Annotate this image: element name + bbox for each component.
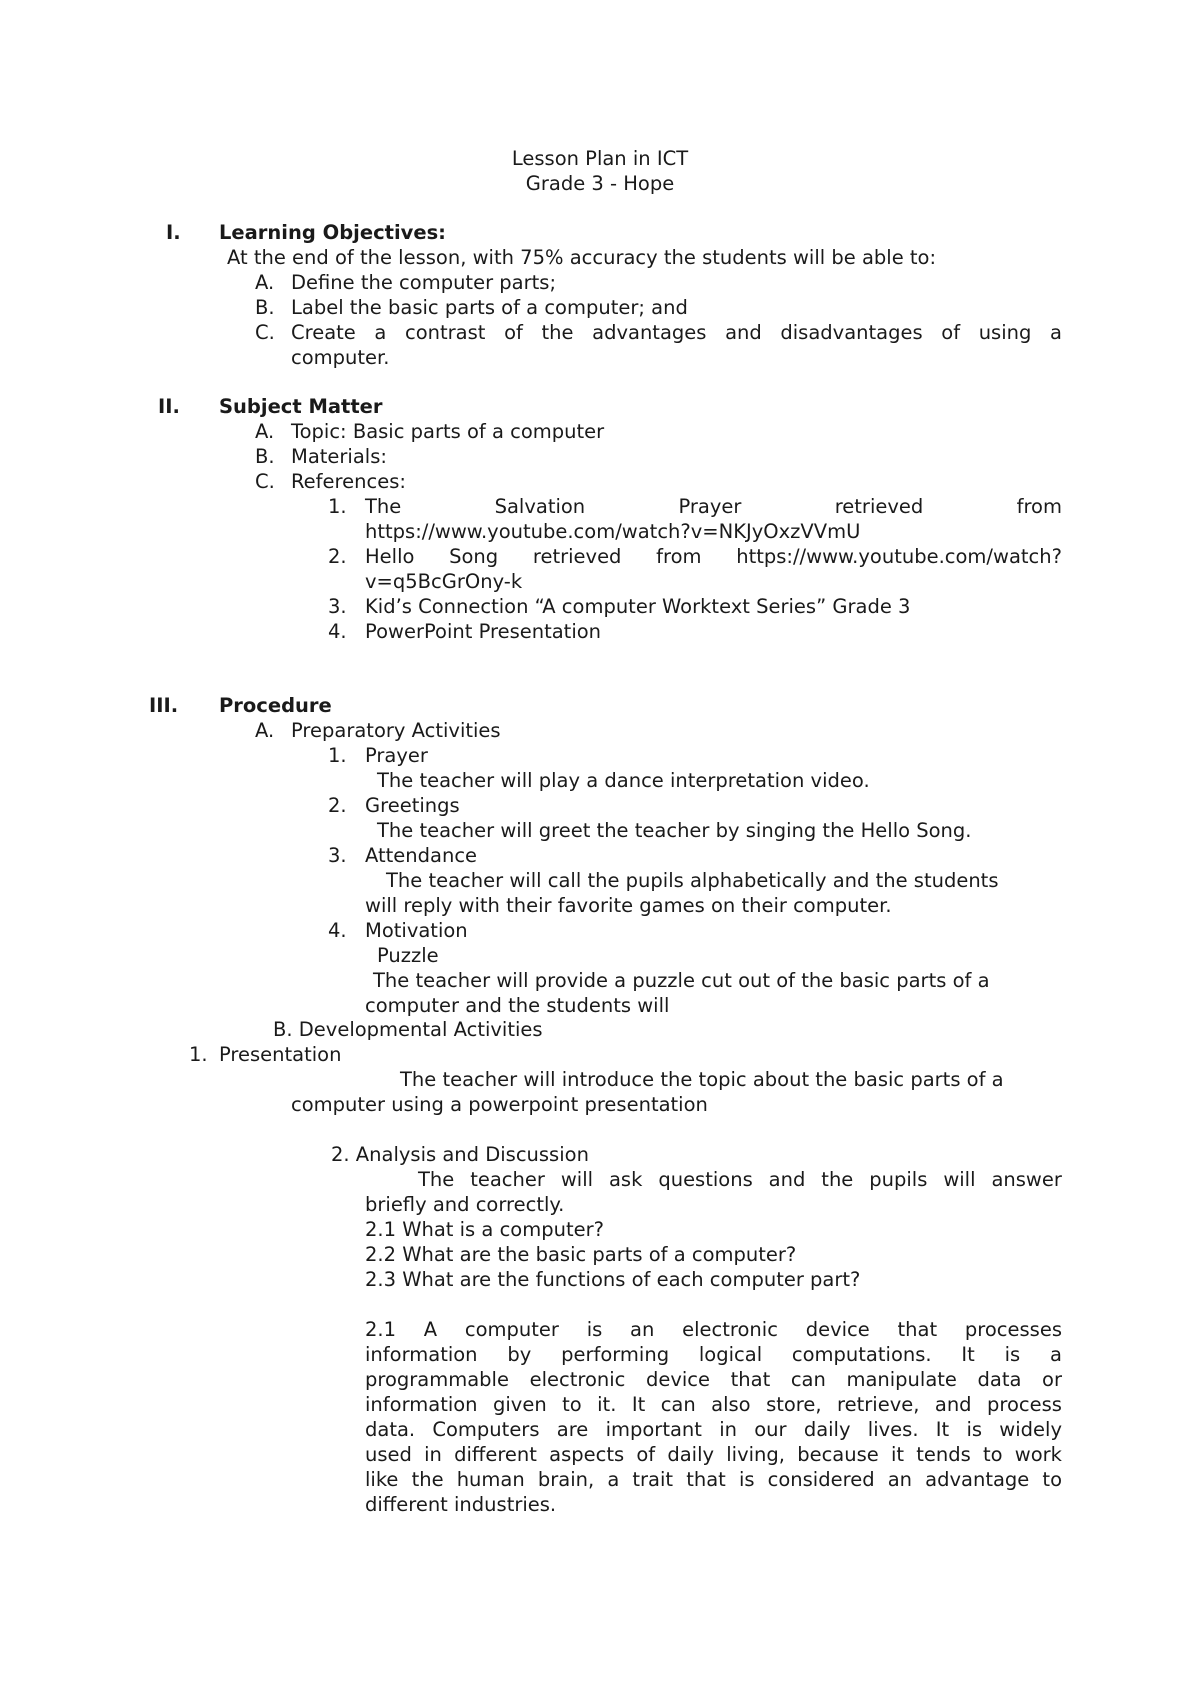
word: widely [999,1418,1062,1441]
word: It [961,1343,975,1366]
answer-line [365,1392,1062,1417]
word: an [887,1468,913,1491]
word: answer [991,1168,1062,1191]
activity-marker: 4. [328,919,347,942]
word: important [605,1418,702,1441]
word: will [560,1168,594,1191]
word: ask [608,1168,643,1191]
reference-marker: 1. [328,495,347,518]
word: device [805,1318,870,1341]
activity-title: Greetings [365,794,460,817]
objective-marker: A. [255,271,275,294]
word: in [424,1443,442,1466]
section-1-number: I. [166,221,181,244]
section-3-title: Procedure [219,694,332,717]
word: the [541,321,574,344]
answer-line: different industries. [365,1493,557,1516]
word: aspects [549,1443,625,1466]
word: https://www.youtube.com/watch? [736,545,1062,568]
word: 2.1 [365,1318,397,1341]
word: retrieve, [837,1393,920,1416]
word: advantages [592,321,707,344]
word: A [423,1318,438,1341]
activity-description: The teacher will greet the teacher by singing the Hello Song. [377,819,972,842]
subject-marker: B. [255,445,275,468]
section-2-number: II. [158,395,180,418]
activity-subtitle: Puzzle [377,944,439,967]
word: The [365,495,402,518]
word: of [636,1443,656,1466]
analysis-description: briefly and correctly. [365,1193,565,1216]
word: retrieved [834,495,924,518]
word: Prayer [678,495,742,518]
word: teacher [470,1168,545,1191]
reference-text: PowerPoint Presentation [365,620,602,643]
objectives-intro: At the end of the lesson, with 75% accuracy the students will be able to: [227,246,937,269]
word: daily [667,1443,715,1466]
word: is [586,1318,603,1341]
word: to [982,1443,1003,1466]
word: a [607,1468,620,1491]
activity-marker: 2. [328,794,347,817]
answer-line [365,1367,1062,1392]
word: of [941,321,961,344]
reference-text: Kid’s Connection “A computer Worktext Series” Grade 3 [365,595,911,618]
word: retrieved [532,545,622,568]
presentation-marker: 1. [189,1043,208,1066]
question: 2.3 What are the functions of each computer part? [365,1268,861,1291]
word: will [943,1168,976,1191]
word: questions [658,1168,753,1191]
word: data [977,1368,1022,1391]
reference-marker: 2. [328,545,347,568]
section-3-number: III. [149,694,179,717]
word: can [790,1368,826,1391]
word: it [890,1443,905,1466]
word: is [1004,1343,1021,1366]
word: that [897,1318,938,1341]
word: different [454,1443,537,1466]
word: daily [803,1418,851,1441]
section-2-title: Subject Matter [219,395,383,418]
objective-text [291,320,1062,345]
activity-description: The teacher will provide a puzzle cut out of the basic parts of a [373,969,990,992]
reference-text [365,544,1062,569]
page-title: Lesson Plan in ICT [511,147,689,170]
word: tends [916,1443,971,1466]
word: considered [767,1468,875,1491]
word: information [365,1393,478,1416]
word: a [1049,1343,1062,1366]
word: It [631,1393,646,1416]
presentation-description: The teacher will introduce the topic about the basic parts of a [400,1068,1004,1091]
word: an [630,1318,655,1341]
word: process [987,1393,1062,1416]
word: The [418,1168,455,1191]
word: from [656,545,702,568]
word: to [562,1393,582,1416]
answer-line [365,1317,1062,1342]
objective-marker: C. [255,321,275,344]
word: data. [365,1418,416,1441]
reference-marker: 3. [328,595,347,618]
subject-marker: C. [255,470,275,493]
word: given [492,1393,547,1416]
developmental-heading: B. Developmental Activities [273,1018,543,1041]
word: performing [561,1343,670,1366]
word: and [725,321,762,344]
word: that [686,1468,726,1491]
word: using [978,321,1032,344]
procedure-marker: A. [255,719,275,742]
word: store, [766,1393,822,1416]
section-1-title: Learning Objectives: [219,221,446,244]
word: Song [449,545,499,568]
word: computations. [791,1343,932,1366]
word: It [935,1418,950,1441]
word: trait [632,1468,674,1491]
word: can [660,1393,696,1416]
word: Create [291,321,356,344]
word: a [1050,321,1062,344]
presentation-title: Presentation [219,1043,342,1066]
answer-line [365,1342,1062,1367]
objective-text-cont: computer. [291,346,390,369]
answer-line [365,1417,1062,1442]
activity-title: Attendance [365,844,478,867]
subject-marker: A. [255,420,275,443]
word: or [1042,1368,1062,1391]
activity-description: The teacher will play a dance interpretation video. [377,769,870,792]
analysis-description [418,1167,1062,1192]
word: that [730,1368,771,1391]
word: human [456,1468,525,1491]
activity-description: computer and the students will [365,994,670,1017]
word: Computers [432,1418,540,1441]
word: programmable [365,1368,509,1391]
answer-line [365,1442,1062,1467]
word: is [738,1468,755,1491]
word: the [821,1168,854,1191]
reference-text [365,494,1062,519]
word: because [797,1443,879,1466]
word: and [934,1393,972,1416]
word: Salvation [494,495,586,518]
word: from [1016,495,1062,518]
activity-title: Prayer [365,744,428,767]
activity-description: will reply with their favorite games on their computer. [365,894,892,917]
word: the [411,1468,444,1491]
word: are [556,1418,589,1441]
word: advantage [925,1468,1030,1491]
word: Hello [365,545,415,568]
word: lives. [867,1418,919,1441]
word: by [507,1343,532,1366]
question: 2.2 What are the basic parts of a computer? [365,1243,797,1266]
word: information [365,1343,478,1366]
activity-marker: 1. [328,744,347,767]
word: computer [464,1318,559,1341]
word: used [365,1443,412,1466]
objective-text: Label the basic parts of a computer; and [291,296,688,319]
word: our [754,1418,787,1441]
activity-title: Motivation [365,919,468,942]
word: disadvantages [780,321,923,344]
activity-description: The teacher will call the pupils alphabetically and the students [386,869,999,892]
subject-text: References: [291,470,406,493]
answer-line [365,1467,1062,1492]
word: in [719,1418,737,1441]
word: electronic [529,1368,626,1391]
question: 2.1 What is a computer? [365,1218,604,1241]
word: device [645,1368,711,1391]
word: electronic [682,1318,778,1341]
objective-marker: B. [255,296,275,319]
reference-marker: 4. [328,620,347,643]
subject-text: Materials: [291,445,387,468]
objective-text: Define the computer parts; [291,271,557,294]
activity-marker: 3. [328,844,347,867]
reference-url: v=q5BcGrOny-k [365,570,523,593]
word: living, [726,1443,785,1466]
page-subtitle: Grade 3 - Hope [525,172,675,195]
word: it. [597,1393,617,1416]
word: is [966,1418,983,1441]
word: work [1014,1443,1062,1466]
word: also [711,1393,751,1416]
procedure-heading: Preparatory Activities [291,719,501,742]
word: pupils [869,1168,928,1191]
reference-url: https://www.youtube.com/watch?v=NKJyOxzVVmU [365,520,861,543]
word: manipulate [846,1368,957,1391]
subject-text: Topic: Basic parts of a computer [291,420,605,443]
word: like [365,1468,399,1491]
analysis-title: 2. Analysis and Discussion [331,1143,589,1166]
word: contrast [405,321,486,344]
word: to [1042,1468,1062,1491]
word: logical [698,1343,763,1366]
word: brain, [537,1468,595,1491]
word: and [768,1168,806,1191]
word: a [374,321,387,344]
word: of [504,321,523,344]
word: processes [964,1318,1062,1341]
presentation-description: computer using a powerpoint presentation [291,1093,708,1116]
